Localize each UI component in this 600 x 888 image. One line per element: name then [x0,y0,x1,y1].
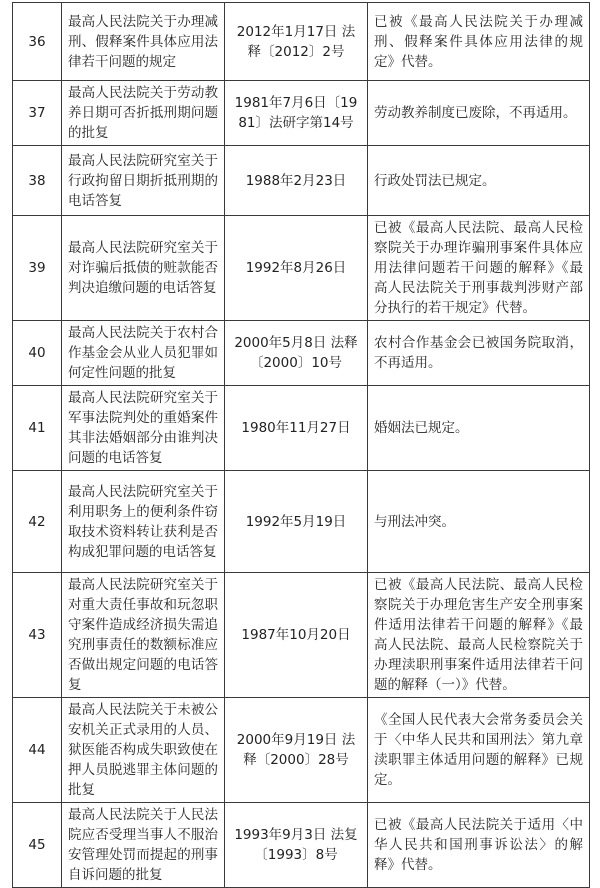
repeal-reason: 《全国人民代表大会常务委员会关于〈中华人民共和国刑法〉第九章渎职罪主体适用问题的解释》已规定。 [368,698,590,803]
row-number: 39 [13,216,62,321]
table-row [13,573,590,698]
repeal-reason: 与刑法冲突。 [368,471,590,573]
row-number: 41 [13,386,62,471]
repeal-reason: 已被《最高人民法院关于办理减刑、假释案件具体应用法律的规定》代替。 [368,3,590,81]
table-row [13,146,590,216]
row-number: 40 [13,321,62,386]
issue-date-and-number: 2000年5月8日 法释〔2000〕10号 [225,321,368,386]
document-title: 最高人民法院关于未被公安机关正式录用的人员、狱医能否构成失职致使在押人员脱逃罪主体问题的批复 [62,698,225,803]
repeal-reason: 行政处罚法已规定。 [368,146,590,216]
document-title: 最高人民法院研究室关于对诈骗后抵债的赃款能否判决追缴问题的电话答复 [62,216,225,321]
row-number: 42 [13,471,62,573]
issue-date-and-number: 1981年7月6日〔1981〕法研字第14号 [225,81,368,146]
table-row [13,471,590,573]
document-title: 最高人民法院关于人民法院应否受理当事人不服治安管理处罚而提起的刑事自诉问题的批复 [62,803,225,888]
document-title: 最高人民法院研究室关于军事法院判处的重婚案件其非法婚姻部分由谁判决问题的电话答复 [62,386,225,471]
row-number: 43 [13,573,62,698]
issue-date-and-number: 1992年5月19日 [225,471,368,573]
repeal-reason: 农村合作基金会已被国务院取消，不再适用。 [368,321,590,386]
issue-date-and-number: 1987年10月20日 [225,573,368,698]
repealed-interpretations-table [12,2,590,888]
document-title: 最高人民法院关于办理减刑、假释案件具体应用法律若干问题的规定 [62,3,225,81]
table-row [13,216,590,321]
row-number: 45 [13,803,62,888]
repeal-reason: 已被《最高人民法院关于适用〈中华人民共和国刑事诉讼法〉的解释》代替。 [368,803,590,888]
row-number: 38 [13,146,62,216]
row-number: 44 [13,698,62,803]
table-row [13,698,590,803]
table-row [13,386,590,471]
row-number: 37 [13,81,62,146]
table-row [13,81,590,146]
repeal-reason: 已被《最高人民法院、最高人民检察院关于办理危害生产安全刑事案件适用法律若干问题的解释》《最高人民法院、最高人民检察院关于办理渎职刑事案件适用法律若干问题的解释（一）》代替。 [368,573,590,698]
row-number: 36 [13,3,62,81]
issue-date-and-number: 1993年9月3日 法复〔1993〕8号 [225,803,368,888]
issue-date-and-number: 1988年2月23日 [225,146,368,216]
issue-date-and-number: 2012年1月17日 法释〔2012〕2号 [225,3,368,81]
document-title: 最高人民法院研究室关于行政拘留日期折抵刑期的电话答复 [62,146,225,216]
document-title: 最高人民法院关于劳动教养日期可否折抵刑期问题的批复 [62,81,225,146]
issue-date-and-number: 2000年9月19日 法释〔2000〕28号 [225,698,368,803]
repeal-reason: 婚姻法已规定。 [368,386,590,471]
issue-date-and-number: 1980年11月27日 [225,386,368,471]
document-title: 最高人民法院研究室关于利用职务上的便利条件窃取技术资料转让获利是否构成犯罪问题的电话答复 [62,471,225,573]
table-row [13,3,590,81]
repeal-reason: 劳动教养制度已废除，不再适用。 [368,81,590,146]
issue-date-and-number: 1992年8月26日 [225,216,368,321]
document-title: 最高人民法院关于农村合作基金会从业人员犯罪如何定性问题的批复 [62,321,225,386]
table-row [13,803,590,888]
repeal-reason: 已被《最高人民法院、最高人民检察院关于办理诈骗刑事案件具体应用法律问题若干问题的解释》《最高人民法院关于刑事裁判涉财产部分执行的若干规定》代替。 [368,216,590,321]
table-row [13,321,590,386]
document-title: 最高人民法院研究室关于对重大责任事故和玩忽职守案件造成经济损失需追究刑事责任的数额标准应否做出规定问题的电话答复 [62,573,225,698]
